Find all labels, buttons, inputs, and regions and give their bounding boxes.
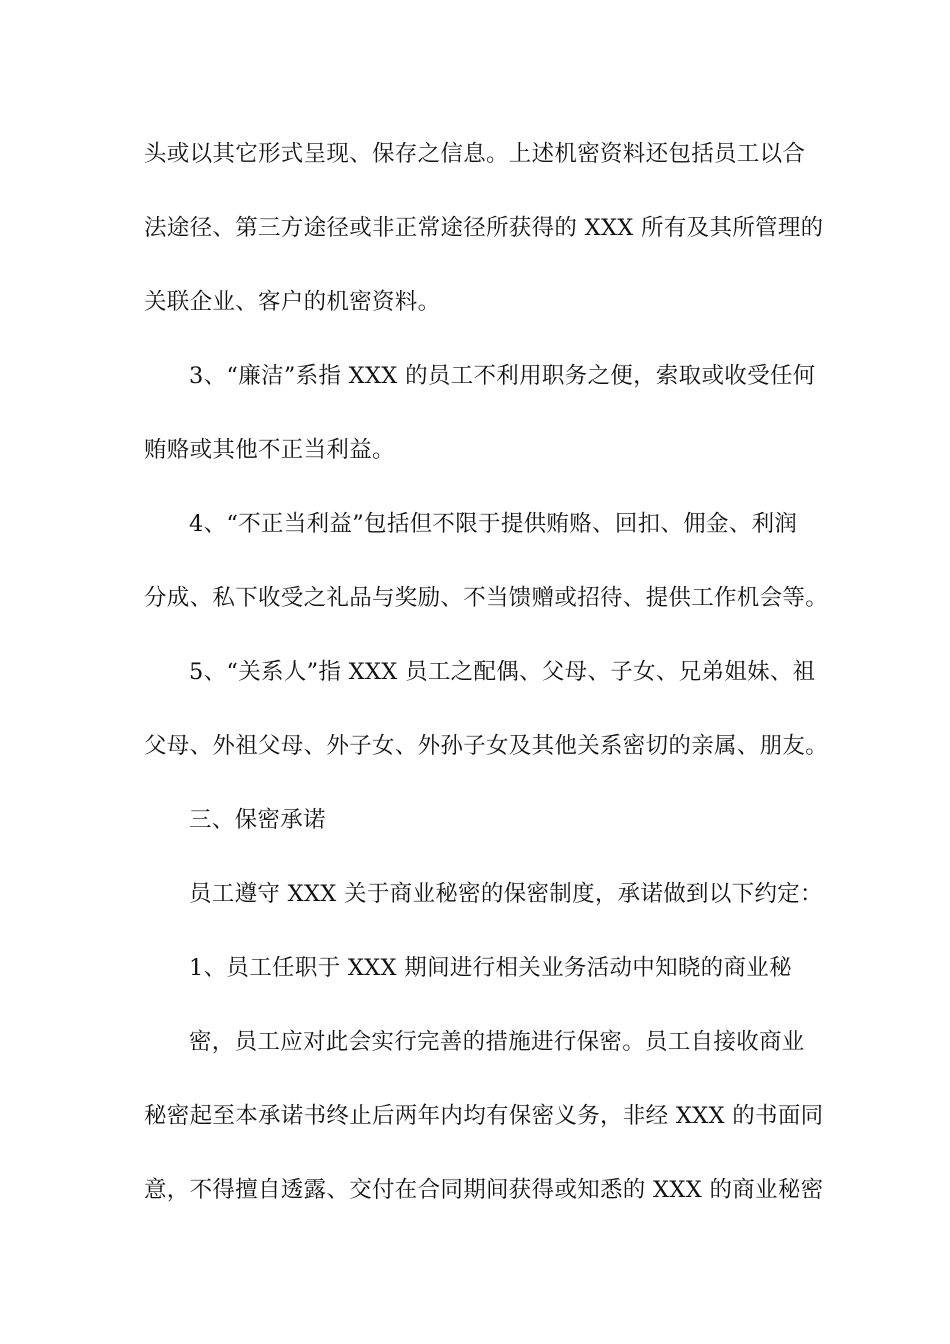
paragraph-3-line-2: 贿赂或其他不正当利益。 (144, 437, 395, 463)
paragraph-3-line-1: 3、“廉洁”系指 XXX 的员工不利用职务之便，索取或收受任何 (189, 363, 816, 389)
paragraph-5-line-1: 5、“关系人”指 XXX 员工之配偶、父母、子女、兄弟姐妹、祖 (189, 659, 816, 685)
clause-1-line-2: 密，员工应对此会实行完善的措施进行保密。员工自接收商业 (189, 1029, 805, 1055)
text-line-3: 关联企业、客户的机密资料。 (144, 289, 441, 315)
paragraph-4-line-2: 分成、私下收受之礼品与奖励、不当馈赠或招待、提供工作机会等。 (144, 585, 829, 611)
section-intro: 员工遵守 XXX 关于商业秘密的保密制度，承诺做到以下约定： (189, 881, 823, 907)
text-line-2: 法途径、第三方途径或非正常途径所获得的 XXX 所有及其所管理的 (144, 215, 824, 241)
paragraph-4-line-1: 4、“不正当利益”包括但不限于提供贿赂、回扣、佣金、利润 (189, 511, 798, 537)
paragraph-5-line-2: 父母、外祖父母、外子女、外孙子女及其他关系密切的亲属、朋友。 (144, 733, 829, 759)
clause-1-line-3: 秘密起至本承诺书终止后两年内均有保密义务，非经 XXX 的书面同 (144, 1103, 824, 1129)
clause-1-line-1: 1、员工任职于 XXX 期间进行相关业务活动中知晓的商业秘 (189, 955, 792, 981)
section-heading: 三、保密承诺 (189, 807, 326, 833)
text-line-1: 头或以其它形式呈现、保存之信息。上述机密资料还包括员工以合 (144, 141, 806, 167)
clause-1-line-4: 意，不得擅自透露、交付在合同期间获得或知悉的 XXX 的商业秘密 (144, 1177, 824, 1203)
